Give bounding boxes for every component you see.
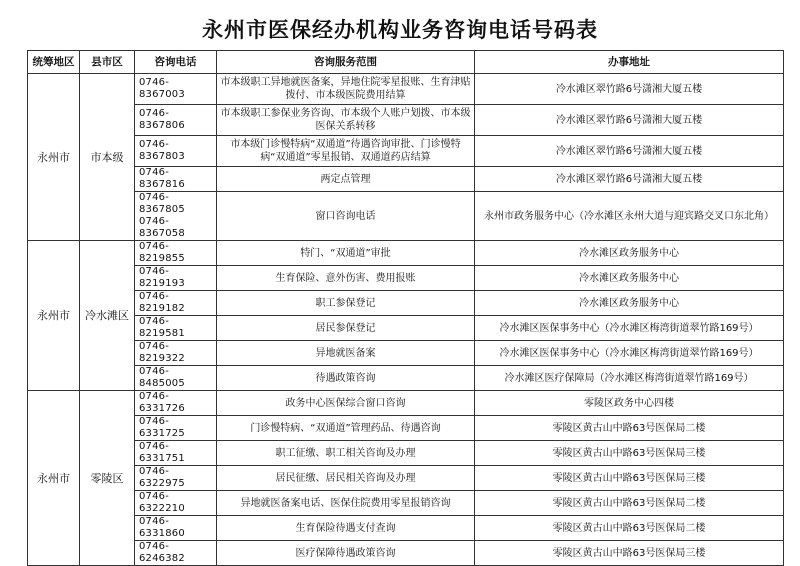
- phone-number[interactable]: 0746-8367806: [139, 108, 185, 131]
- phone-cell: [135, 516, 217, 541]
- phone-cell: [135, 167, 217, 192]
- scope-cell: 居民征缴、居民相关咨询及办理: [217, 466, 475, 491]
- scope-cell: 两定点管理: [217, 167, 475, 192]
- table-body: [28, 74, 784, 566]
- table-row: [28, 541, 784, 566]
- table-header-row: [28, 51, 784, 74]
- phone-cell: [135, 74, 217, 105]
- table-row: [28, 74, 784, 105]
- header-scope: 咨询服务范围: [217, 51, 475, 74]
- phone-cell: [135, 105, 217, 136]
- table-row: [28, 316, 784, 341]
- address-cell: 冷水滩区翠竹路6号潇湘大厦五楼: [475, 74, 784, 105]
- phone-number[interactable]: 0746-8219581: [139, 316, 185, 339]
- phone-cell: [135, 466, 217, 491]
- table-row: [28, 516, 784, 541]
- scope-cell: 政务中心医保综合窗口咨询: [217, 391, 475, 416]
- phone-number[interactable]: 0746-8367805: [139, 192, 185, 215]
- table-row: [28, 366, 784, 391]
- phone-cell: [135, 391, 217, 416]
- header-phone: 咨询电话: [135, 51, 217, 74]
- scope-cell: 门诊慢特病、“双通道”管理药品、待遇咨询: [217, 416, 475, 441]
- header-county: 县市区: [80, 51, 135, 74]
- address-cell: 零陵区黄古山中路63号医保局三楼: [475, 441, 784, 466]
- scope-cell: 市本级职工参保业务咨询、市本级个人账户划拨、市本级医保关系转移: [217, 105, 475, 136]
- table-row: [28, 136, 784, 167]
- phone-cell: [135, 136, 217, 167]
- address-cell: 冷水滩区翠竹路6号潇湘大厦五楼: [475, 136, 784, 167]
- county-cell: 零陵区: [80, 391, 135, 566]
- address-cell: 零陵区政务中心四楼: [475, 391, 784, 416]
- address-cell: 冷水滩区政务服务中心: [475, 266, 784, 291]
- address-cell: 零陵区黄古山中路63号医保局二楼: [475, 516, 784, 541]
- phone-cell: [135, 341, 217, 366]
- table-row: [28, 266, 784, 291]
- address-cell: 冷水滩区翠竹路6号潇湘大厦五楼: [475, 105, 784, 136]
- address-cell: 零陵区黄古山中路63号医保局二楼: [475, 491, 784, 516]
- scope-cell: 市本级门诊慢特病“双通道”待遇咨询审批、门诊慢特病“双通道”零星报销、双通道药店结算: [217, 136, 475, 167]
- phone-cell: [135, 441, 217, 466]
- table-row: [28, 466, 784, 491]
- phone-number[interactable]: 0746-6331725: [139, 416, 185, 439]
- scope-cell: 医疗保障待遇政策咨询: [217, 541, 475, 566]
- phone-cell: [135, 366, 217, 391]
- phone-number[interactable]: 0746-8219182: [139, 291, 185, 314]
- county-cell: 市本级: [80, 74, 135, 241]
- phone-cell: [135, 192, 217, 241]
- phone-number[interactable]: 0746-8367003: [139, 77, 185, 100]
- phone-number[interactable]: 0746-6331860: [139, 516, 185, 539]
- contact-table: [27, 50, 784, 566]
- phone-cell: [135, 416, 217, 441]
- table-row: [28, 416, 784, 441]
- table-row: [28, 105, 784, 136]
- scope-cell: 市本级职工异地就医备案，异地住院零星报账、生育津贴拨付、市本级医院费用结算: [217, 74, 475, 105]
- phone-cell: [135, 266, 217, 291]
- address-cell: 冷水滩区政务服务中心: [475, 241, 784, 266]
- scope-cell: 特门、“双通道”审批: [217, 241, 475, 266]
- region-cell: 永州市: [28, 241, 80, 391]
- address-cell: 冷水滩区翠竹路6号潇湘大厦五楼: [475, 167, 784, 192]
- phone-number[interactable]: 0746-6331751: [139, 441, 185, 464]
- header-address: 办事地址: [475, 51, 784, 74]
- table-row: [28, 441, 784, 466]
- address-cell: 零陵区黄古山中路63号医保局三楼: [475, 541, 784, 566]
- table-row: [28, 291, 784, 316]
- address-cell: 冷水滩区医保事务中心（冷水滩区梅湾街道翠竹路169号）: [475, 316, 784, 341]
- scope-cell: 生育保险待遇支付查询: [217, 516, 475, 541]
- region-cell: 永州市: [28, 74, 80, 241]
- phone-number[interactable]: 0746-6331726: [139, 391, 185, 414]
- phone-cell: [135, 491, 217, 516]
- table-row: [28, 491, 784, 516]
- phone-cell: [135, 541, 217, 566]
- scope-cell: 窗口咨询电话: [217, 192, 475, 241]
- phone-number[interactable]: 0746-8219193: [139, 266, 185, 289]
- county-cell: 冷水滩区: [80, 241, 135, 391]
- scope-cell: 待遇政策咨询: [217, 366, 475, 391]
- page-title: 永州市医保经办机构业务咨询电话号码表: [202, 18, 598, 42]
- phone-cell: [135, 291, 217, 316]
- table-row: [28, 241, 784, 266]
- table-row: [28, 167, 784, 192]
- scope-cell: 居民参保登记: [217, 316, 475, 341]
- address-cell: 冷水滩区政务服务中心: [475, 291, 784, 316]
- phone-number[interactable]: 0746-8367803: [139, 139, 185, 162]
- scope-cell: 职工参保登记: [217, 291, 475, 316]
- address-cell: 零陵区黄古山中路63号医保局三楼: [475, 466, 784, 491]
- address-cell: 冷水滩区医保事务中心（冷水滩区梅湾街道翠竹路169号）: [475, 341, 784, 366]
- scope-cell: 职工征缴、职工相关咨询及办理: [217, 441, 475, 466]
- phone-cell: [135, 316, 217, 341]
- phone-number[interactable]: 0746-6246382: [139, 541, 185, 564]
- region-cell: 永州市: [28, 391, 80, 566]
- phone-number[interactable]: 0746-8219322: [139, 341, 185, 364]
- address-cell: 冷水滩区医疗保障局（冷水滩区梅湾街道翠竹路169号）: [475, 366, 784, 391]
- phone-number[interactable]: 0746-8485005: [139, 366, 185, 389]
- phone-number[interactable]: 0746-6322210: [139, 491, 185, 514]
- phone-cell: [135, 241, 217, 266]
- header-region: 统筹地区: [28, 51, 80, 74]
- phone-number[interactable]: 0746-8367816: [139, 167, 185, 190]
- scope-cell: 生育保险、意外伤害、费用报账: [217, 266, 475, 291]
- scope-cell: 异地就医备案电话、医保住院费用零星报销咨询: [217, 491, 475, 516]
- table-row: [28, 341, 784, 366]
- scope-cell: 异地就医备案: [217, 341, 475, 366]
- address-cell: 零陵区黄古山中路63号医保局二楼: [475, 416, 784, 441]
- address-cell: 永州市政务服务中心（冷水滩区永州大道与迎宾路交叉口东北角）: [475, 192, 784, 241]
- table-row: [28, 391, 784, 416]
- phone-number[interactable]: 0746-6322975: [139, 466, 185, 489]
- table-row: [28, 192, 784, 241]
- phone-number[interactable]: 0746-8367058: [139, 216, 185, 239]
- phone-number[interactable]: 0746-8219855: [139, 241, 185, 264]
